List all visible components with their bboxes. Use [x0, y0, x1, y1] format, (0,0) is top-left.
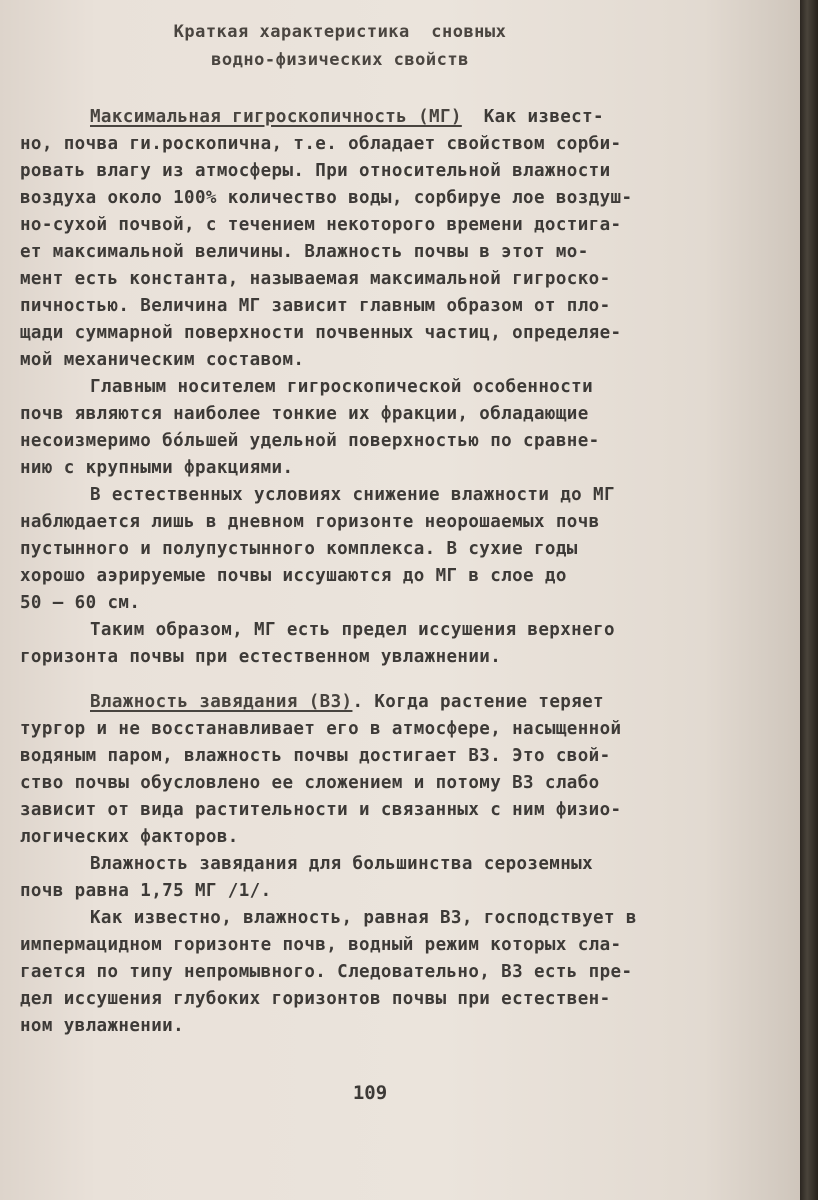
text-line: хорошо аэрируемые почвы иссушаются до МГ в слое до — [20, 566, 567, 586]
title-line-1: Краткая характеристика сновных — [173, 22, 507, 42]
text-line: тургор и не восстанавливает его в атмосфере, насыщенной — [20, 719, 622, 739]
section-spacer — [20, 671, 760, 689]
text-line: пичностью. Величина МГ зависит главным образом от пло- — [20, 296, 611, 316]
text-line: дел иссушения глубоких горизонтов почвы при естествен- — [20, 989, 611, 1009]
text-line: мент есть константа, называемая максимальной гигроско- — [20, 269, 611, 289]
text-line: импермацидном горизонте почв, водный режим которых сла- — [20, 935, 622, 955]
text-line: Как известно, влажность, равная ВЗ, господствует в — [90, 908, 637, 928]
page-number: 109 — [352, 1082, 388, 1104]
text-line: В естественных условиях снижение влажности до МГ — [90, 485, 615, 505]
text-line: гается по типу непромывного. Следовательно, ВЗ есть пре- — [20, 962, 633, 982]
text-line: логических факторов. — [20, 827, 239, 847]
text-line: несоизмеримо бо́льшей удельной поверхностью по сравне- — [20, 431, 600, 451]
text-line: ет максимальной величины. Влажность почвы в этот мо- — [20, 242, 589, 262]
text-line: наблюдается лишь в дневном горизонте неорошаемых почв — [20, 512, 600, 532]
text-line: пустынного и полупустынного комплекса. В сухие годы — [20, 539, 578, 559]
title-line-2: водно-физических свойств — [211, 50, 469, 70]
document-body — [20, 104, 760, 1040]
text-line: ровать влагу из атмосферы. При относительной влажности — [20, 161, 611, 181]
section-2-heading-tail: . Когда растение теряет — [352, 692, 604, 712]
section-1-heading-line — [20, 104, 760, 131]
text-line: водяным паром, влажность почвы достигает ВЗ. Это свой- — [20, 746, 611, 766]
text-line: щади суммарной поверхности почвенных частиц, определяе- — [20, 323, 622, 343]
text-line: горизонта почвы при естественном увлажнении. — [20, 647, 502, 667]
text-line: Главным носителем гигроскопической особенности — [90, 377, 594, 397]
text-line: почв являются наиболее тонкие их фракции, обладающие — [20, 404, 589, 424]
text-line: зависит от вида растительности и связанных с ним физио- — [20, 800, 622, 820]
text-line: ство почвы обусловлено ее сложением и потому ВЗ слабо — [20, 773, 600, 793]
text-line: ном увлажнении. — [20, 1016, 185, 1036]
text-line: Таким образом, МГ есть предел иссушения верхнего — [90, 620, 615, 640]
section-2-heading: Влажность завядания (ВЗ) — [90, 692, 353, 712]
page-title — [0, 18, 680, 74]
section-1-heading-tail: Как извест- — [461, 107, 604, 127]
text-line: 50 – 60 см. — [20, 593, 141, 613]
text-line: мой механическим составом. — [20, 350, 305, 370]
text-line: почв равна 1,75 МГ /1/. — [20, 881, 272, 901]
text-line: но, почва ги.роскопична, т.е. обладает свойством сорби- — [20, 134, 622, 154]
section-1-heading: Максимальная гигроскопичность (МГ) — [90, 107, 462, 127]
text-line: но-сухой почвой, с течением некоторого времени достига- — [20, 215, 622, 235]
book-spine-edge — [800, 0, 818, 1200]
section-2-heading-line — [20, 689, 760, 716]
text-line: Влажность завядания для большинства сероземных — [90, 854, 594, 874]
text-line: нию с крупными фракциями. — [20, 458, 294, 478]
text-line: воздуха около 100% количество воды, сорбируе лое воздуш- — [20, 188, 633, 208]
